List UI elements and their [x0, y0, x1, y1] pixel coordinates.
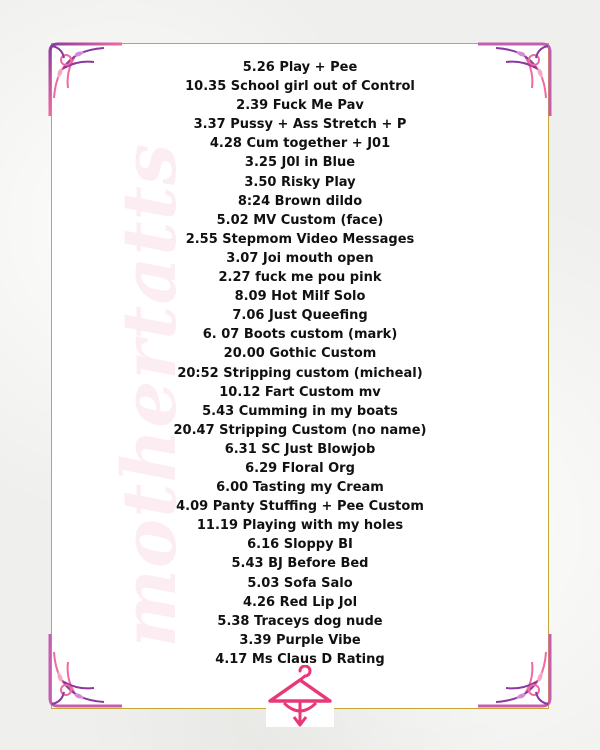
list-item: 3.37 Pussy + Ass Stretch + P — [193, 117, 407, 133]
list-item: 20.47 Stripping Custom (no name) — [173, 422, 427, 438]
list-item: 6.31 SC Just Blowjob — [224, 441, 376, 457]
list-item: 5.02 MV Custom (face) — [216, 212, 384, 228]
list-item: 6.00 Tasting my Cream — [216, 480, 384, 496]
list-item: 11.19 Playing with my holes — [196, 518, 404, 534]
list-item: 8.09 Hot Milf Solo — [234, 289, 366, 305]
list-item: 20:52 Stripping custom (micheal) — [177, 365, 423, 381]
hanger-logo-icon — [250, 665, 350, 727]
ornamental-corner-icon — [44, 632, 124, 712]
list-item: 10.35 School girl out of Control — [185, 79, 415, 95]
list-item: 4.17 Ms Claus D Rating — [215, 651, 385, 667]
list-item: 3.25 J0l in Blue — [244, 155, 356, 171]
list-item: 4.28 Cum together + J01 — [209, 136, 391, 152]
list-item: 4.09 Panty Stuffing + Pee Custom — [176, 499, 424, 515]
list-item: 4.26 Red Lip Jol — [242, 594, 358, 610]
list-item: 5.03 Sofa Salo — [247, 575, 353, 591]
ornamental-corner-icon — [476, 38, 556, 118]
list-item: 6.29 Floral Org — [245, 460, 355, 476]
list-item: 8:24 Brown dildo — [237, 193, 363, 209]
list-item: 2.55 Stepmom Video Messages — [185, 231, 415, 247]
list-item: 7.06 Just Queefing — [232, 308, 368, 324]
list-item: 3.50 Risky Play — [244, 174, 356, 190]
ornamental-corner-icon — [476, 632, 556, 712]
list-item: 5.43 BJ Before Bed — [231, 556, 369, 572]
list-item: 6.16 Sloppy BI — [247, 537, 353, 553]
list-item: 2.39 Fuck Me Pav — [236, 98, 364, 114]
list-item: 3.39 Purple Vibe — [239, 632, 361, 648]
list-item: 3.07 Joi mouth open — [226, 250, 374, 266]
list-item: 5.26 Play + Pee — [242, 60, 358, 75]
video-price-list — [100, 58, 500, 669]
list-item: 10.12 Fart Custom mv — [219, 384, 381, 400]
list-item: 5.38 Traceys dog nude — [217, 613, 383, 629]
ornamental-corner-icon — [44, 38, 124, 118]
list-item: 2.27 fuck me pou pink — [218, 270, 382, 286]
list-item: 5.43 Cumming in my boats — [202, 403, 398, 419]
list-item: 6. 07 Boots custom (mark) — [202, 327, 398, 343]
list-item: 20.00 Gothic Custom — [223, 346, 377, 362]
